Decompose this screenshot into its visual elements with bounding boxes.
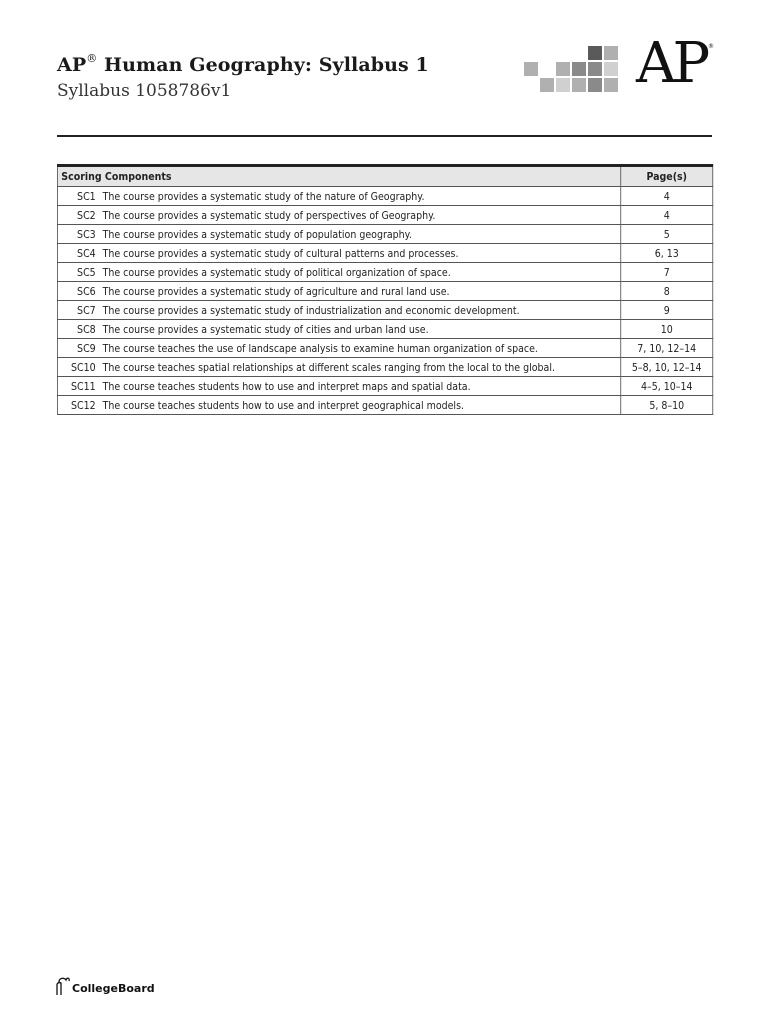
table-row <box>57 396 712 415</box>
acorn-icon <box>55 974 71 996</box>
table-header-row <box>57 166 712 187</box>
component-code: SC7 <box>77 303 96 317</box>
component-description: The course provides a systematic study of industrialization and economic development. <box>102 303 520 317</box>
component-description: The course teaches spatial relationships at different scales ranging from the local to the global. <box>102 360 555 374</box>
logo-square <box>556 62 570 76</box>
scoring-component-cell <box>57 187 620 206</box>
table-body <box>57 187 712 415</box>
scoring-component-cell <box>57 339 620 358</box>
scoring-components-table <box>57 164 713 415</box>
ap-logo <box>636 31 714 96</box>
component-pages: 5 <box>621 225 713 244</box>
component-description: The course provides a systematic study of agriculture and rural land use. <box>102 284 450 298</box>
table-row <box>57 263 712 282</box>
ap-logo-squares <box>524 46 619 94</box>
scoring-component-cell <box>57 282 620 301</box>
component-code: SC1 <box>77 189 96 203</box>
table-row <box>57 187 712 206</box>
logo-square <box>556 78 570 92</box>
collegeboard-logo <box>55 974 155 996</box>
logo-square <box>572 78 586 92</box>
component-code: SC12 <box>71 398 96 412</box>
table-row <box>57 206 712 225</box>
component-description: The course teaches students how to use and interpret geographical models. <box>102 398 465 412</box>
component-pages: 9 <box>621 301 713 320</box>
component-code: SC9 <box>77 341 96 355</box>
component-description: The course teaches students how to use and interpret maps and spatial data. <box>102 379 471 393</box>
component-description: The course provides a systematic study of population geography. <box>102 227 412 241</box>
table-row <box>57 339 712 358</box>
column-header-scoring-components: Scoring Components <box>57 166 620 187</box>
header-divider <box>57 135 712 137</box>
collegeboard-wordmark: CollegeBoard <box>72 981 155 995</box>
logo-square <box>604 62 618 76</box>
table-row <box>57 358 712 377</box>
component-code: SC2 <box>77 208 96 222</box>
component-description: The course provides a systematic study of perspectives of Geography. <box>102 208 436 222</box>
component-description: The course provides a systematic study of cultural patterns and processes. <box>102 246 459 260</box>
table-row <box>57 377 712 396</box>
table-row <box>57 320 712 339</box>
logo-square <box>604 78 618 92</box>
scoring-component-cell <box>57 225 620 244</box>
component-pages: 4–5, 10–14 <box>621 377 713 396</box>
component-code: SC10 <box>71 360 96 374</box>
component-pages: 4 <box>621 206 713 225</box>
ap-logo-text: AP <box>636 31 707 96</box>
page-subtitle: Syllabus 1058786v1 <box>57 81 232 101</box>
component-code: SC3 <box>77 227 96 241</box>
page-title <box>57 54 429 76</box>
component-pages: 5–8, 10, 12–14 <box>621 358 713 377</box>
scoring-component-cell <box>57 358 620 377</box>
scoring-component-cell <box>57 301 620 320</box>
column-header-pages: Page(s) <box>621 166 713 187</box>
component-pages: 8 <box>621 282 713 301</box>
component-pages: 5, 8–10 <box>621 396 713 415</box>
logo-square <box>524 62 538 76</box>
logo-square <box>588 78 602 92</box>
scoring-component-cell <box>57 244 620 263</box>
title-ap: AP <box>57 54 87 76</box>
scoring-component-cell <box>57 263 620 282</box>
scoring-component-cell <box>57 396 620 415</box>
table-row <box>57 225 712 244</box>
component-description: The course provides a systematic study of the nature of Geography. <box>102 189 425 203</box>
component-description: The course provides a systematic study of cities and urban land use. <box>102 322 429 336</box>
component-pages: 4 <box>621 187 713 206</box>
ap-logo-registered-mark: ® <box>708 43 714 50</box>
scoring-component-cell <box>57 320 620 339</box>
logo-square <box>588 62 602 76</box>
component-code: SC8 <box>77 322 96 336</box>
table-row <box>57 282 712 301</box>
logo-square <box>588 46 602 60</box>
component-pages: 7 <box>621 263 713 282</box>
component-pages: 7, 10, 12–14 <box>621 339 713 358</box>
component-description: The course teaches the use of landscape analysis to examine human organization of space. <box>102 341 538 355</box>
component-code: SC5 <box>77 265 96 279</box>
component-pages: 10 <box>621 320 713 339</box>
title-text: Human Geography: Syllabus 1 <box>97 54 429 76</box>
component-pages: 6, 13 <box>621 244 713 263</box>
logo-square <box>604 46 618 60</box>
component-code: SC11 <box>71 379 96 393</box>
logo-square <box>540 78 554 92</box>
table-row <box>57 301 712 320</box>
scoring-component-cell <box>57 206 620 225</box>
component-code: SC4 <box>77 246 96 260</box>
table-row <box>57 244 712 263</box>
registered-mark: ® <box>86 52 98 65</box>
document-header <box>57 54 429 101</box>
scoring-component-cell <box>57 377 620 396</box>
component-code: SC6 <box>77 284 96 298</box>
component-description: The course provides a systematic study of political organization of space. <box>102 265 451 279</box>
logo-square <box>572 62 586 76</box>
